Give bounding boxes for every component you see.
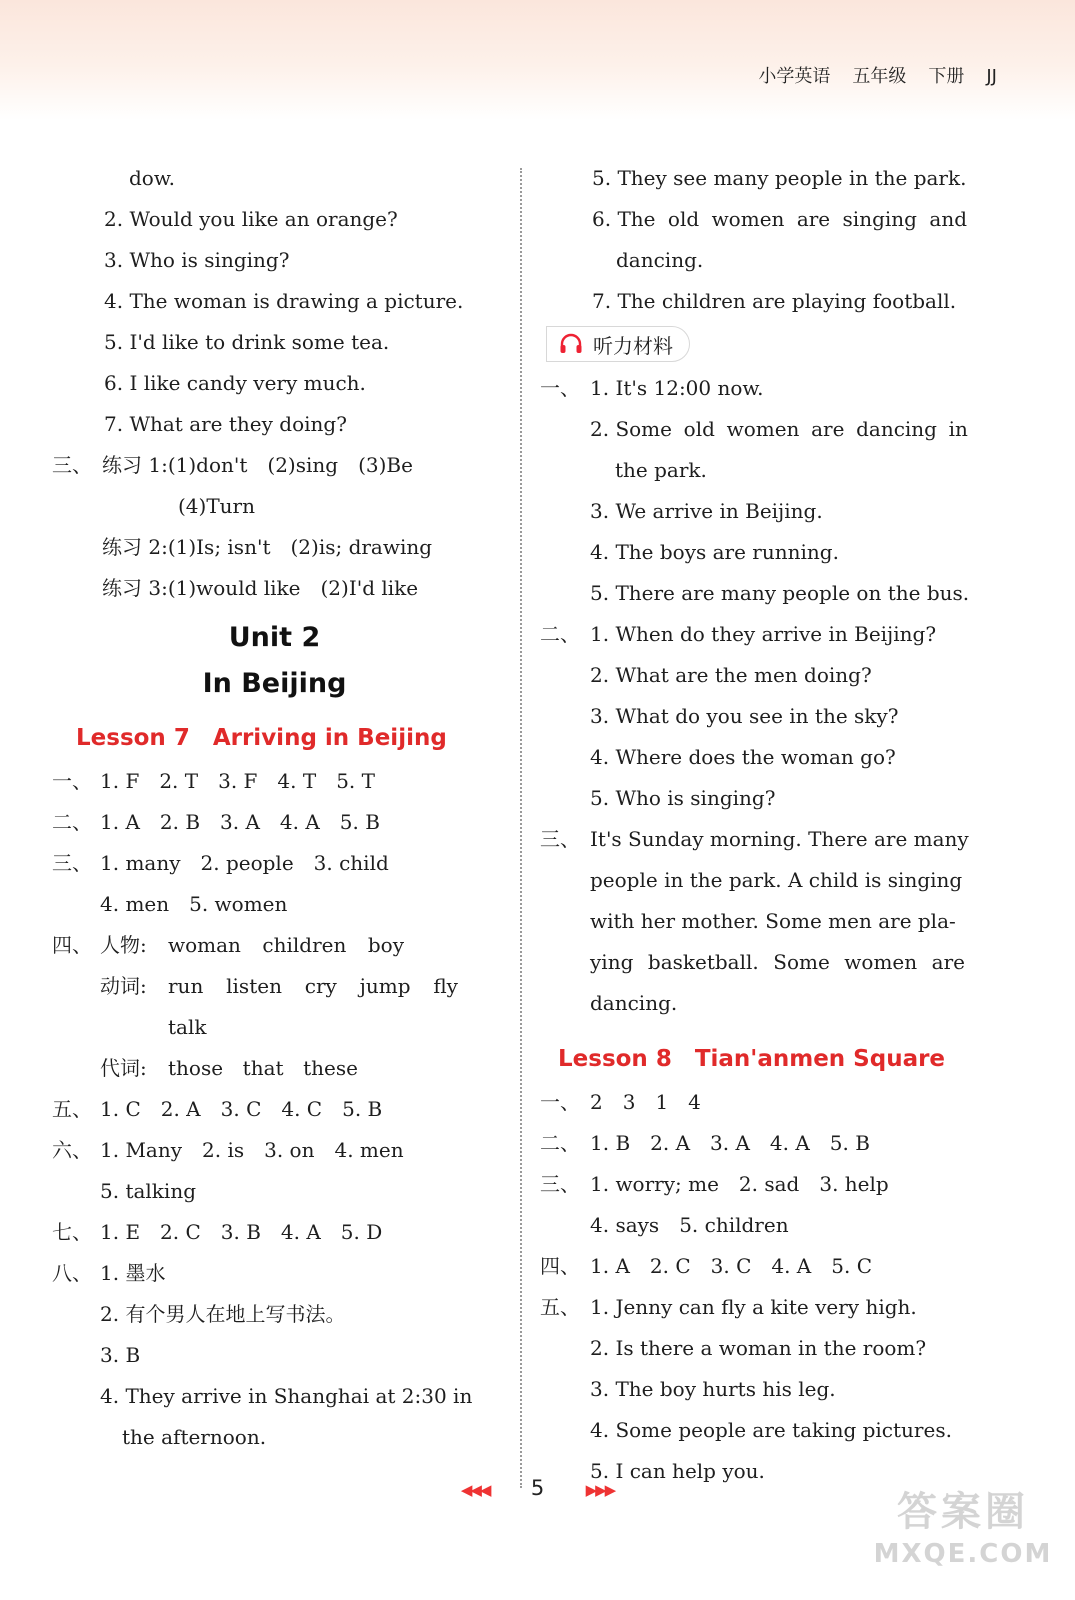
word: boy	[367, 933, 404, 957]
watermark-text: 答案圈	[897, 1489, 1029, 1535]
word: children	[262, 933, 347, 957]
header-edition: JJ	[986, 66, 997, 87]
answer-line: 1. When do they arrive in Beijing?	[590, 622, 937, 646]
answer-line: 5. talking	[100, 1179, 196, 1203]
answer-line: dancing.	[590, 991, 678, 1015]
answer-line: 2. Would you like an orange?	[104, 207, 398, 231]
section-label: 二、	[52, 810, 92, 834]
answer-line: 1. C 2. A 3. C 4. C 5. B	[100, 1097, 383, 1121]
unit-name: In Beijing	[202, 668, 347, 699]
page-number: 5	[530, 1476, 545, 1500]
category-label: 动词:	[100, 974, 147, 998]
section-label: 一、	[540, 376, 580, 400]
answer-line: 1. Jenny can fly a kite very high.	[590, 1295, 917, 1319]
section-label: 三、	[52, 453, 92, 477]
word: women	[844, 950, 918, 974]
listening-title: 听力材料	[593, 333, 673, 358]
word: those	[168, 1056, 224, 1080]
word: 6. The	[592, 207, 656, 231]
answer-line: 7. What are they doing?	[104, 412, 347, 436]
answer-line: 2. Is there a woman in the room?	[590, 1336, 927, 1360]
word: woman	[168, 933, 241, 957]
word: cry	[304, 974, 337, 998]
answer-line: 1. Many 2. is 3. on 4. men	[100, 1138, 404, 1162]
answer-line: 4. They arrive in Shanghai at 2:30 in	[100, 1384, 473, 1408]
word: and	[929, 207, 967, 231]
section-label: 四、	[52, 933, 92, 957]
word: fly	[433, 974, 458, 998]
right-arrows-icon: ▶▶▶	[585, 1481, 615, 1499]
answer-line: 练习 1:(1)don't (2)sing (3)Be	[102, 453, 413, 477]
left-arrows-icon: ◀◀◀	[460, 1481, 490, 1499]
answer-line: the afternoon.	[122, 1425, 267, 1449]
answer-line: (4)Turn	[178, 494, 255, 518]
listening-material-tab	[546, 326, 690, 362]
answer-line: 5. Who is singing?	[590, 786, 776, 810]
answer-line: 1. E 2. C 3. B 4. A 5. D	[100, 1220, 383, 1244]
section-label: 五、	[52, 1097, 92, 1121]
answer-line: dancing.	[616, 248, 704, 272]
answer-line: 4. Where does the woman go?	[590, 745, 896, 769]
watermark-url: MXQE.COM	[873, 1539, 1053, 1569]
answer-line: 1. B 2. A 3. A 4. A 5. B	[590, 1131, 870, 1155]
answer-line: 2. What are the men doing?	[590, 663, 872, 687]
section-label: 八、	[52, 1261, 92, 1285]
word: are	[931, 950, 965, 974]
word: basketball.	[647, 950, 759, 974]
word: that	[242, 1056, 284, 1080]
answer-line: 7. The children are playing football.	[592, 289, 957, 313]
answer-line: 4. Some people are taking pictures.	[590, 1418, 952, 1442]
section-label: 一、	[52, 769, 92, 793]
section-label: 六、	[52, 1138, 92, 1162]
answer-line: with her mother. Some men are pla-	[590, 909, 956, 933]
section-label: 五、	[540, 1295, 580, 1319]
answer-line: 1. It's 12:00 now.	[590, 376, 764, 400]
word: listen	[226, 974, 282, 998]
column-divider	[520, 168, 522, 1488]
word: singing	[842, 207, 917, 231]
section-label: 四、	[540, 1254, 580, 1278]
answer-line: 4. says 5. children	[590, 1213, 789, 1237]
word: dancing	[856, 417, 937, 441]
word: these	[303, 1056, 358, 1080]
answer-line: 3. B	[100, 1343, 141, 1367]
answer-line: 1. A 2. C 3. C 4. A 5. C	[590, 1254, 872, 1278]
word: run	[168, 974, 204, 998]
answer-line: 4. men 5. women	[100, 892, 288, 916]
answer-line: the park.	[615, 458, 707, 482]
answer-line: people in the park. A child is singing	[590, 868, 963, 892]
section-label: 七、	[52, 1220, 92, 1244]
answer-line: 2 3 1 4	[590, 1090, 701, 1114]
answer-line: 1. F 2. T 3. F 4. T 5. T	[100, 769, 375, 793]
word: in	[948, 417, 968, 441]
word: women	[726, 417, 800, 441]
answer-line: It's Sunday morning. There are many	[590, 827, 969, 851]
word: talk	[168, 1015, 207, 1039]
unit-number: Unit 2	[228, 622, 321, 653]
header-volume: 下册	[928, 66, 965, 87]
answer-line: 3. Who is singing?	[104, 248, 290, 272]
answer-line: 6. I like candy very much.	[104, 371, 366, 395]
answer-line: 练习 3:(1)would like (2)I'd like	[102, 576, 419, 600]
word: jump	[359, 974, 411, 998]
book-header	[736, 62, 997, 88]
word: women	[711, 207, 785, 231]
answer-line: 4. The woman is drawing a picture.	[104, 289, 464, 313]
answer-line: 5. There are many people on the bus.	[590, 581, 970, 605]
answer-line: 1. A 2. B 3. A 4. A 5. B	[100, 810, 380, 834]
answer-line: 1. worry; me 2. sad 3. help	[590, 1172, 889, 1196]
answer-line: 练习 2:(1)Is; isn't (2)is; drawing	[102, 535, 433, 559]
header-grade: 五年级	[852, 66, 907, 87]
section-label: 二、	[540, 622, 580, 646]
answer-line: 5. I can help you.	[590, 1459, 765, 1483]
answer-line: 4. The boys are running.	[590, 540, 839, 564]
answer-line: 3. The boy hurts his leg.	[590, 1377, 836, 1401]
answer-line: 3. What do you see in the sky?	[590, 704, 899, 728]
word: Some	[773, 950, 830, 974]
section-label: 三、	[52, 851, 92, 875]
word: old	[683, 417, 715, 441]
category-label: 人物:	[100, 933, 147, 957]
section-label: 三、	[540, 1172, 580, 1196]
answer-line: dow.	[129, 166, 175, 190]
word: are	[811, 417, 845, 441]
lesson-8-title: Lesson 8 Tian'anmen Square	[558, 1046, 946, 1072]
answer-line: 5. I'd like to drink some tea.	[104, 330, 390, 354]
word: old	[667, 207, 700, 231]
section-label: 三、	[540, 827, 580, 851]
header-subject: 小学英语	[758, 66, 831, 87]
answer-line: 1. many 2. people 3. child	[100, 851, 389, 875]
category-label: 代词:	[100, 1056, 147, 1080]
answer-line: 2. 有个男人在地上写书法。	[100, 1302, 346, 1326]
answer-line: 3. We arrive in Beijing.	[590, 499, 823, 523]
headphones-icon	[559, 333, 583, 355]
watermark	[873, 1485, 1053, 1575]
header-band	[0, 0, 1075, 120]
right-column	[540, 158, 990, 1492]
word: ying	[590, 950, 634, 974]
answer-line: 1. 墨水	[100, 1261, 166, 1285]
lesson-7-title: Lesson 7 Arriving in Beijing	[76, 725, 447, 751]
section-label: 二、	[540, 1131, 580, 1155]
section-label: 一、	[540, 1090, 580, 1114]
word: 2. Some	[590, 417, 672, 441]
left-column	[52, 158, 497, 1458]
word: are	[796, 207, 831, 231]
answer-line: 5. They see many people in the park.	[592, 166, 967, 190]
